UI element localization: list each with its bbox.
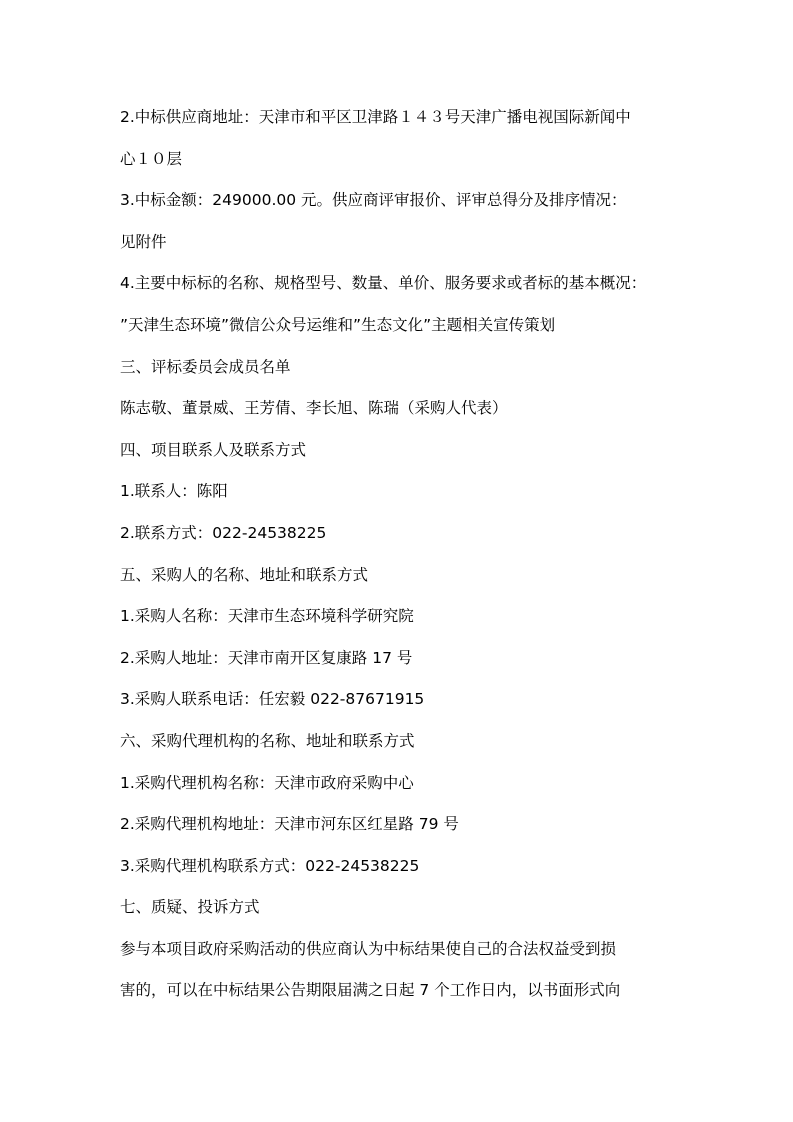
heading-purchaser: 五、采购人的名称、地址和联系方式	[120, 565, 369, 584]
line-purchaser-address: 2.采购人地址：天津市南开区复康路 17 号	[120, 648, 413, 667]
line-main-items-detail: ”天津生态环境”微信公众号运维和”生态文化”主题相关宣传策划	[120, 315, 556, 334]
line-contact-person: 1.联系人：陈阳	[120, 482, 228, 501]
document-body	[120, 103, 680, 1018]
line-purchaser-name: 1.采购人名称：天津市生态环境科学研究院	[120, 607, 414, 626]
line-agency-address: 2.采购代理机构地址：天津市河东区红星路 79 号	[120, 815, 459, 834]
line-complaints-text-cont: 害的，可以在中标结果公告期限届满之日起 7 个工作日内，以书面形式向	[120, 981, 621, 1000]
line-purchaser-phone: 3.采购人联系电话：任宏毅 022-87671915	[120, 690, 425, 709]
line-contact-phone: 2.联系方式：022-24538225	[120, 523, 327, 542]
line-see-attachment: 见附件	[120, 232, 167, 251]
line-complaints-text: 参与本项目政府采购活动的供应商认为中标结果使自己的合法权益受到损	[120, 939, 617, 958]
heading-complaints: 七、质疑、投诉方式	[120, 898, 260, 917]
heading-agency: 六、采购代理机构的名称、地址和联系方式	[120, 731, 415, 750]
line-agency-contact: 3.采购代理机构联系方式：022-24538225	[120, 856, 420, 875]
line-main-items: 4.主要中标标的名称、规格型号、数量、单价、服务要求或者标的基本概况：	[120, 274, 647, 293]
line-bid-amount: 3.中标金额：249000.00 元。供应商评审报价、评审总得分及排序情况：	[120, 191, 627, 210]
heading-project-contact: 四、项目联系人及联系方式	[120, 440, 307, 459]
heading-committee: 三、评标委员会成员名单	[120, 357, 291, 376]
line-supplier-address-cont: 心１０层	[120, 149, 183, 168]
line-supplier-address: 2.中标供应商地址：天津市和平区卫津路１４３号天津广播电视国际新闻中	[120, 108, 631, 126]
line-committee-members: 陈志敬、董景威、王芳倩、李长旭、陈瑞（采购人代表）	[120, 399, 508, 418]
line-agency-name: 1.采购代理机构名称：天津市政府采购中心	[120, 773, 414, 792]
